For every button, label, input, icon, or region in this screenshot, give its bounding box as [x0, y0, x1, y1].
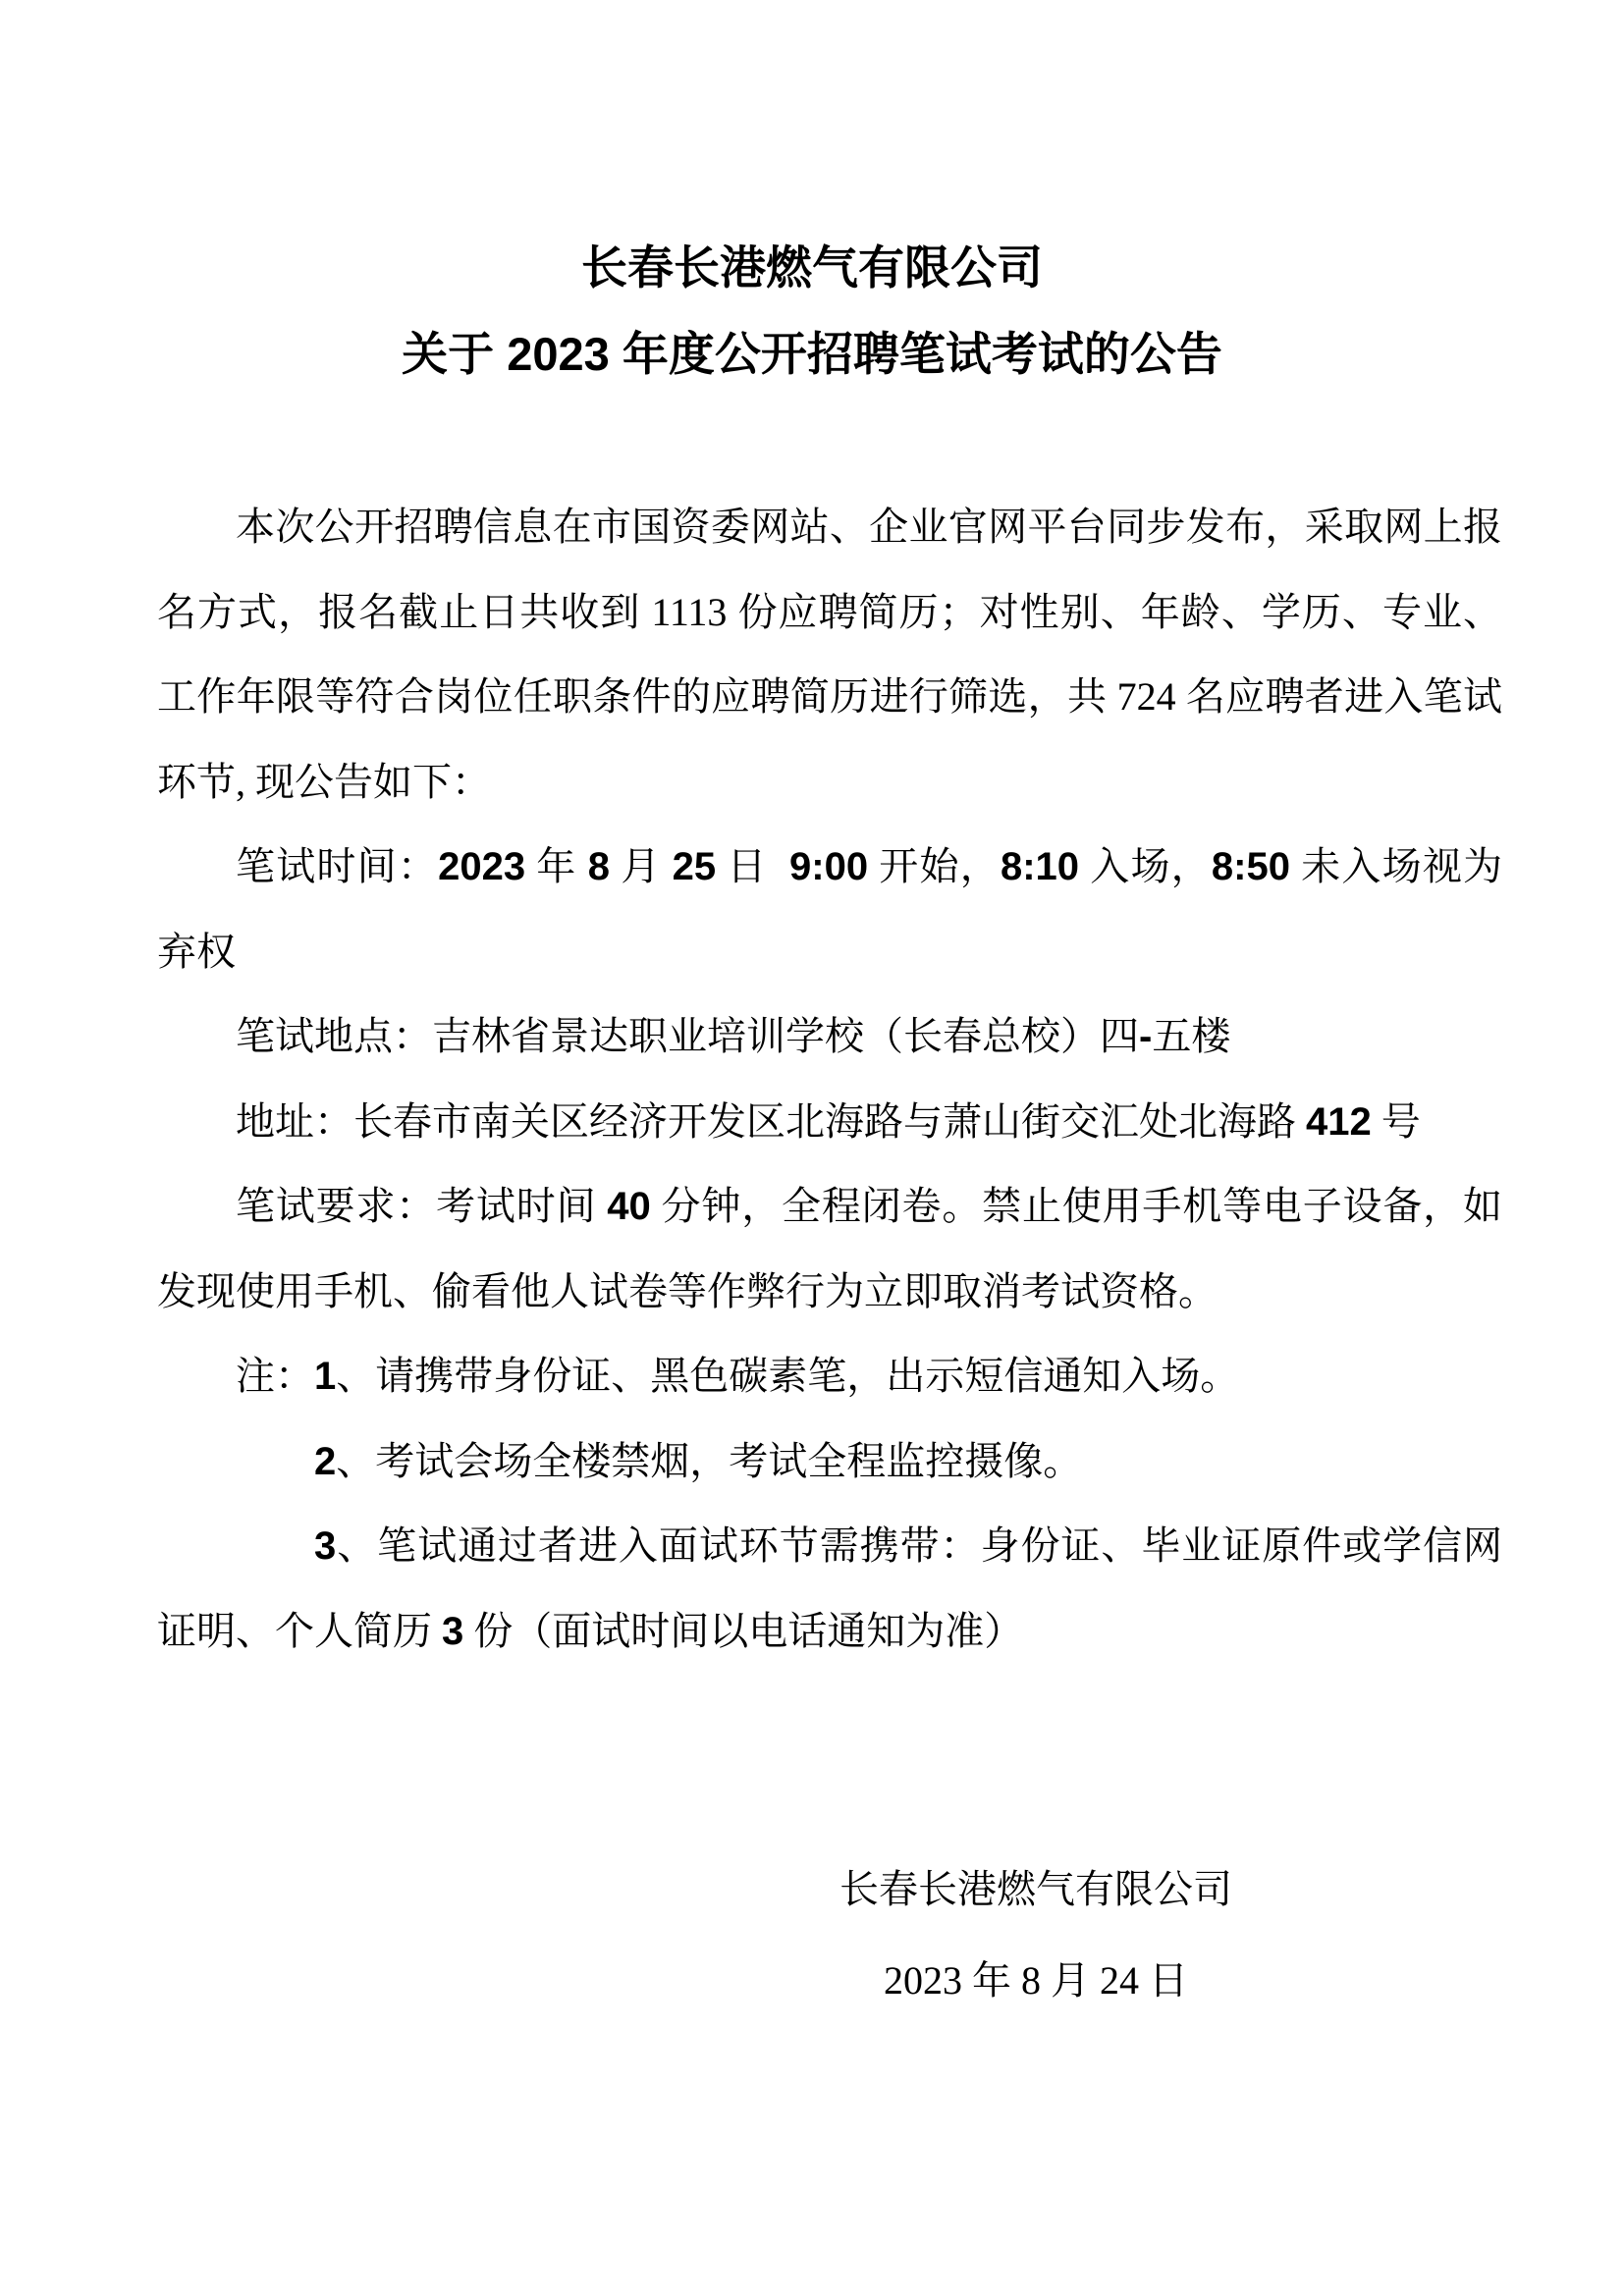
text-run-sans: 25: [672, 845, 717, 888]
signature-date: 2023 年 8 月 24 日: [884, 1958, 1188, 2002]
paragraph-note-1: [157, 1334, 1502, 1419]
paragraph-address: [157, 1080, 1502, 1165]
text-run: 入场，: [1079, 844, 1212, 888]
text-run: 、请携带身份证、黑色碳素笔，出示短信通知入场。: [336, 1354, 1240, 1398]
text-run: 地址：长春市南关区经济开发区北海路与萧山街交汇处北海路: [236, 1098, 1306, 1144]
signature-block: [839, 1843, 1232, 2026]
text-run-sans: 8:50: [1211, 845, 1290, 888]
paragraph-exam-location: [157, 994, 1502, 1080]
text-run: 月: [609, 844, 673, 888]
paragraph-exam-time: [157, 825, 1502, 994]
text-run-sans: 412: [1306, 1099, 1372, 1144]
text-run: 份（面试时间以电话通知为准）: [463, 1608, 1024, 1653]
text-run: 年: [525, 844, 588, 888]
text-run-sans: 2023: [438, 845, 526, 888]
text-run-sans: 3: [442, 1609, 464, 1653]
text-run: 笔试地点：吉林省景达职业培训学校（长春总校）四: [236, 1014, 1139, 1058]
text-run: 分钟，全程闭卷。禁止使用手机等电子设备，如发现使用手机、偷看他人试卷等作弊行为立即取消考试资格。: [157, 1184, 1503, 1313]
text-run: 笔试时间：: [236, 844, 439, 888]
text-run: 、笔试通过者进入面试环节需携带：身份证、毕业证原件或学信网证明、个人简历: [157, 1523, 1502, 1653]
paragraph-intro: [157, 485, 1502, 825]
paragraph-note-3: [157, 1504, 1502, 1674]
text-run: 日: [716, 844, 790, 888]
text-run: 、考试会场全楼禁烟，考试全程监控摄像。: [336, 1438, 1083, 1483]
announcement-body: [157, 485, 1502, 1674]
text-run-sans: 8:10: [1000, 845, 1080, 888]
paragraph-exam-requirements: [157, 1164, 1502, 1334]
text-run-sans: 9:00: [789, 845, 869, 888]
text-run: 注：: [236, 1354, 314, 1398]
paragraph-note-2: [157, 1419, 1502, 1505]
text-run-sans: 8: [587, 845, 610, 888]
text-run-sans: 3: [314, 1524, 337, 1568]
text-run-sans: 40: [607, 1185, 651, 1228]
text-run: 开始，: [868, 844, 1001, 888]
text-run: 本次公开招聘信息在市国资委网站、企业官网平台同步发布，采取网上报名方式，报名截止日共收到 1113 份应聘简历；对性别、年龄、学历、专业、工作年限等符合岗位任职条件的应聘简历进行筛选，共 724 名应聘者进入笔试环节, 现公告如下：: [157, 505, 1502, 804]
text-run: 笔试要求：考试时间: [236, 1184, 608, 1228]
text-run: 未入场视为弃权: [157, 844, 1503, 974]
text-run: 五楼: [1152, 1014, 1231, 1058]
text-run-sans: -: [1139, 1015, 1153, 1058]
text-run: 号: [1371, 1098, 1421, 1144]
signature-company: 长春长港燃气有限公司: [839, 1867, 1232, 1911]
doc-title-announcement: 关于 2023 年度公开招聘笔试考试的公告: [402, 328, 1222, 380]
text-run-sans: 1: [314, 1355, 337, 1398]
doc-title-company: 长春长港燃气有限公司: [581, 241, 1043, 294]
text-run-sans: 2: [314, 1439, 337, 1483]
